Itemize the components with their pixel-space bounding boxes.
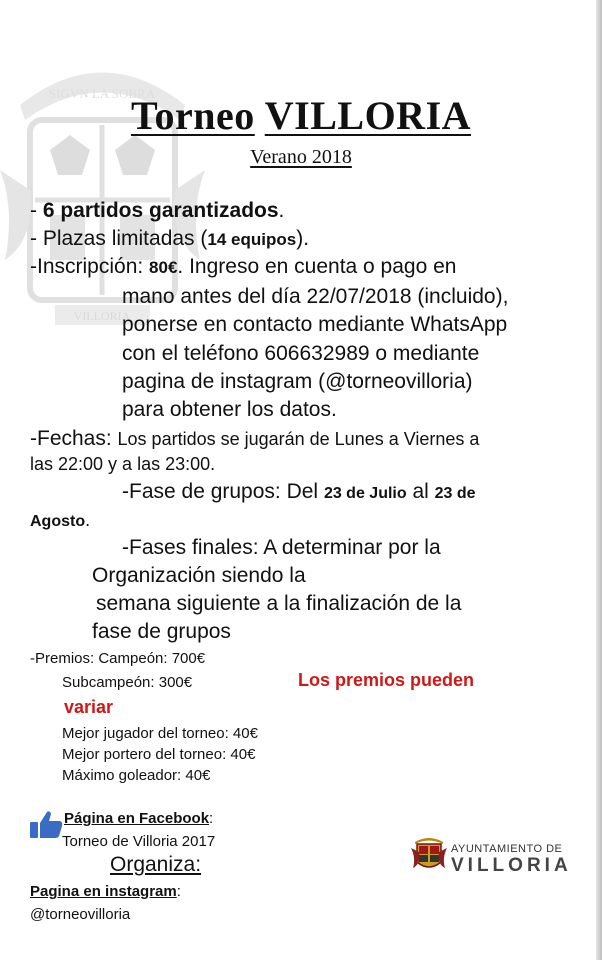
instagram-label[interactable]: Pagina en instagram — [30, 883, 177, 900]
prize-top-scorer: Máximo goleador: 40€ — [62, 767, 211, 784]
inscription-line-6: para obtener los datos. — [122, 398, 337, 421]
inscription-text: . Ingreso en cuenta o pago en — [177, 255, 457, 278]
punct: : — [209, 810, 214, 827]
prizes-note-line-2: variar — [64, 697, 114, 717]
watermark-motto: SIGVN LA SOBRA — [48, 86, 156, 101]
instagram-link-line[interactable] — [30, 881, 181, 902]
places-text: Plazas limitadas ( — [42, 227, 208, 250]
group-stage-line — [122, 479, 476, 507]
facebook-label[interactable]: Página en Facebook — [64, 810, 210, 827]
coat-of-arms-icon — [411, 834, 447, 874]
prizes-runner-up: Subcampeón: 300€ — [62, 674, 193, 691]
title-word-torneo: Torneo — [130, 93, 255, 138]
finals-line-3: semana siguiente a la finalización de la — [96, 592, 462, 615]
organiza-label: Organiza: — [110, 853, 202, 876]
list-item-matches — [30, 198, 284, 224]
inscription-line-5: pagina de instagram (@torneovilloria) — [122, 370, 473, 393]
finals-line-1: -Fases finales: A determinar por la — [122, 536, 441, 559]
inscription-line-3: ponerse en contacto mediante WhatsApp — [122, 313, 508, 336]
group-stage-start: 23 de Julio — [323, 485, 407, 502]
facebook-like-icon — [30, 808, 64, 840]
teams-count: 14 equipos — [207, 230, 297, 249]
inscription-price: 80€ — [149, 258, 178, 277]
dates-label: -Fechas: — [30, 427, 118, 450]
list-dash: - — [30, 227, 43, 250]
group-stage-label: -Fase de grupos: Del — [122, 480, 324, 503]
instagram-handle[interactable]: @torneovilloria — [30, 906, 131, 923]
finals-line-2: Organización siendo la — [92, 564, 306, 587]
watermark-place: VILLORIA — [73, 309, 131, 323]
sponsor-line-2: VILLORIA — [451, 855, 572, 876]
group-stage-line-2 — [30, 508, 90, 532]
punct: : — [176, 883, 181, 900]
punct: ). — [296, 227, 310, 250]
punct: . — [85, 510, 91, 530]
group-stage-month: Agosto — [30, 513, 86, 530]
prize-best-player: Mejor jugador del torneo: 40€ — [62, 725, 258, 742]
dates-line-1 — [30, 426, 479, 452]
dates-line-2: las 22:00 y a las 23:00. — [30, 454, 216, 474]
list-dash: - — [30, 199, 43, 222]
group-stage-mid: al — [406, 480, 435, 503]
facebook-page-name: Torneo de Villoria 2017 — [62, 833, 216, 850]
list-item-places — [30, 226, 309, 253]
finals-line-4: fase de grupos — [92, 620, 231, 643]
dates-text: Los partidos se jugarán de Lunes a Viernes a — [117, 429, 480, 449]
inscription-label: -Inscripción: — [30, 255, 150, 278]
punct: . — [278, 199, 285, 222]
prizes-note-line-1: Los premios pueden — [298, 670, 475, 690]
prize-best-goalkeeper: Mejor portero del torneo: 40€ — [62, 746, 256, 763]
poster-subtitle: Verano 2018 — [250, 146, 352, 168]
title-word-villoria: VILLORIA — [264, 93, 472, 138]
prizes-champion: -Premios: Campeón: 700€ — [30, 650, 206, 667]
list-item-inscription — [30, 254, 456, 281]
facebook-link-line[interactable] — [64, 808, 213, 829]
sponsor-line-1: AYUNTAMIENTO DE — [451, 843, 563, 855]
page-edge — [596, 0, 602, 960]
inscription-line-4: con el teléfono 606632989 o mediante — [122, 342, 480, 365]
inscription-line-2: mano antes del día 22/07/2018 (incluido), — [122, 285, 509, 308]
poster-title — [0, 92, 602, 139]
matches-guaranteed: 6 partidos garantizados — [42, 199, 279, 222]
group-stage-end: 23 de — [434, 485, 476, 502]
